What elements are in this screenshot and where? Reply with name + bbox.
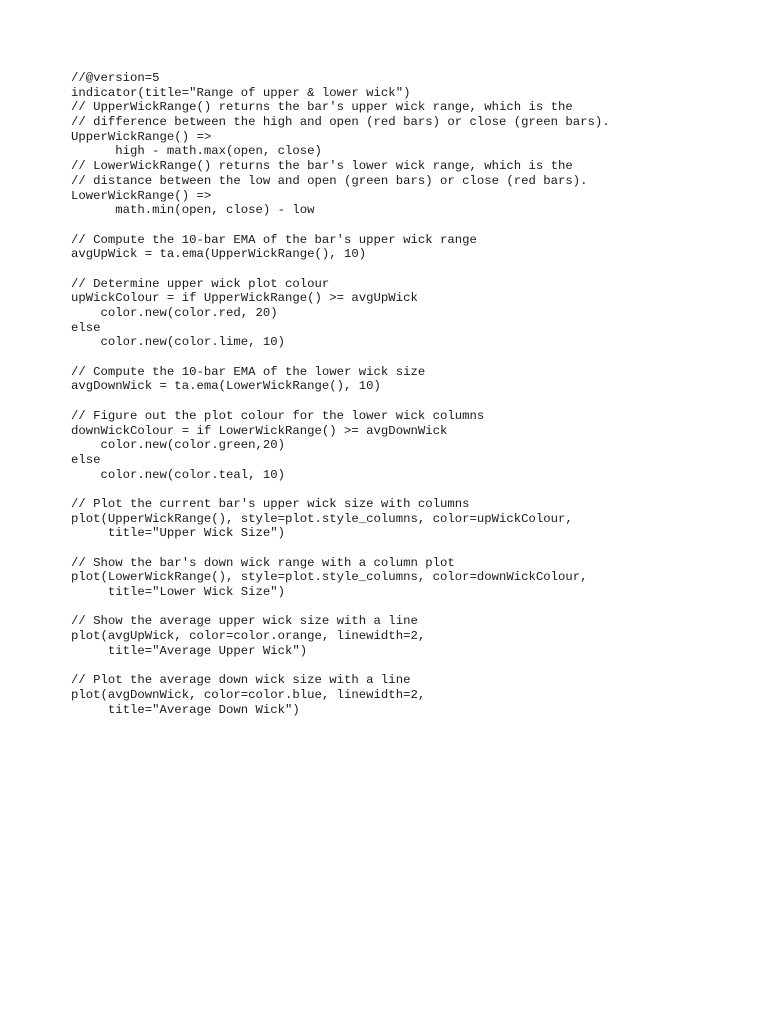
code-line: upWickColour = if UpperWickRange() >= avgUpWick — [71, 291, 418, 306]
code-line: high - math.max(open, close) — [71, 144, 322, 159]
code-line: // Show the average upper wick size with a line — [71, 614, 418, 629]
code-line: plot(avgUpWick, color=color.orange, linewidth=2, — [71, 629, 426, 644]
code-line: title="Average Down Wick") — [71, 702, 300, 717]
code-line: else — [71, 452, 101, 467]
code-line: plot(UpperWickRange(), style=plot.style_columns, color=upWickColour, — [71, 511, 573, 526]
code-line: math.min(open, close) - low — [71, 203, 315, 218]
code-line: UpperWickRange() => — [71, 129, 212, 144]
code-line: color.new(color.lime, 10) — [71, 335, 286, 350]
code-line: // difference between the high and open (red bars) or close (green bars). — [71, 115, 610, 130]
code-line: // Compute the 10-bar EMA of the lower wick size — [71, 364, 426, 379]
code-line: // Plot the current bar's upper wick size with columns — [71, 496, 470, 511]
code-line: // Figure out the plot colour for the lower wick columns — [71, 408, 485, 423]
code-line: // UpperWickRange() returns the bar's upper wick range, which is the — [71, 100, 573, 115]
blank-line — [71, 541, 751, 556]
code-line: LowerWickRange() => — [71, 188, 212, 203]
code-line: title="Upper Wick Size") — [71, 526, 286, 541]
blank-line — [71, 394, 751, 409]
code-line: // Show the bar's down wick range with a column plot — [71, 555, 455, 570]
code-block — [71, 71, 751, 717]
code-line: title="Average Upper Wick") — [71, 643, 308, 658]
code-line: plot(LowerWickRange(), style=plot.style_columns, color=downWickColour, — [71, 570, 588, 585]
code-line: //@version=5 — [71, 71, 160, 85]
code-line: // Plot the average down wick size with a line — [71, 673, 411, 688]
code-line: indicator(title="Range of upper & lower wick") — [71, 85, 411, 100]
blank-line — [71, 350, 751, 365]
code-line: else — [71, 320, 101, 335]
code-line: // Compute the 10-bar EMA of the bar's upper wick range — [71, 232, 477, 247]
code-line: avgDownWick = ta.ema(LowerWickRange(), 10) — [71, 379, 381, 394]
blank-line — [71, 600, 751, 615]
code-line: color.new(color.green,20) — [71, 438, 286, 453]
blank-line — [71, 262, 751, 277]
code-line: // Determine upper wick plot colour — [71, 276, 330, 291]
code-line: color.new(color.red, 20) — [71, 306, 278, 320]
code-line: avgUpWick = ta.ema(UpperWickRange(), 10) — [71, 247, 367, 262]
blank-line — [71, 659, 751, 674]
code-line: color.new(color.teal, 10) — [71, 467, 286, 482]
code-line: plot(avgDownWick, color=color.blue, linewidth=2, — [71, 687, 426, 702]
code-line: // distance between the low and open (green bars) or close (red bars). — [71, 173, 588, 188]
blank-line — [71, 482, 751, 497]
blank-line — [71, 218, 751, 233]
code-line: title="Lower Wick Size") — [71, 585, 286, 600]
code-line: // LowerWickRange() returns the bar's lower wick range, which is the — [71, 159, 573, 174]
code-line: downWickColour = if LowerWickRange() >= avgDownWick — [71, 423, 448, 438]
